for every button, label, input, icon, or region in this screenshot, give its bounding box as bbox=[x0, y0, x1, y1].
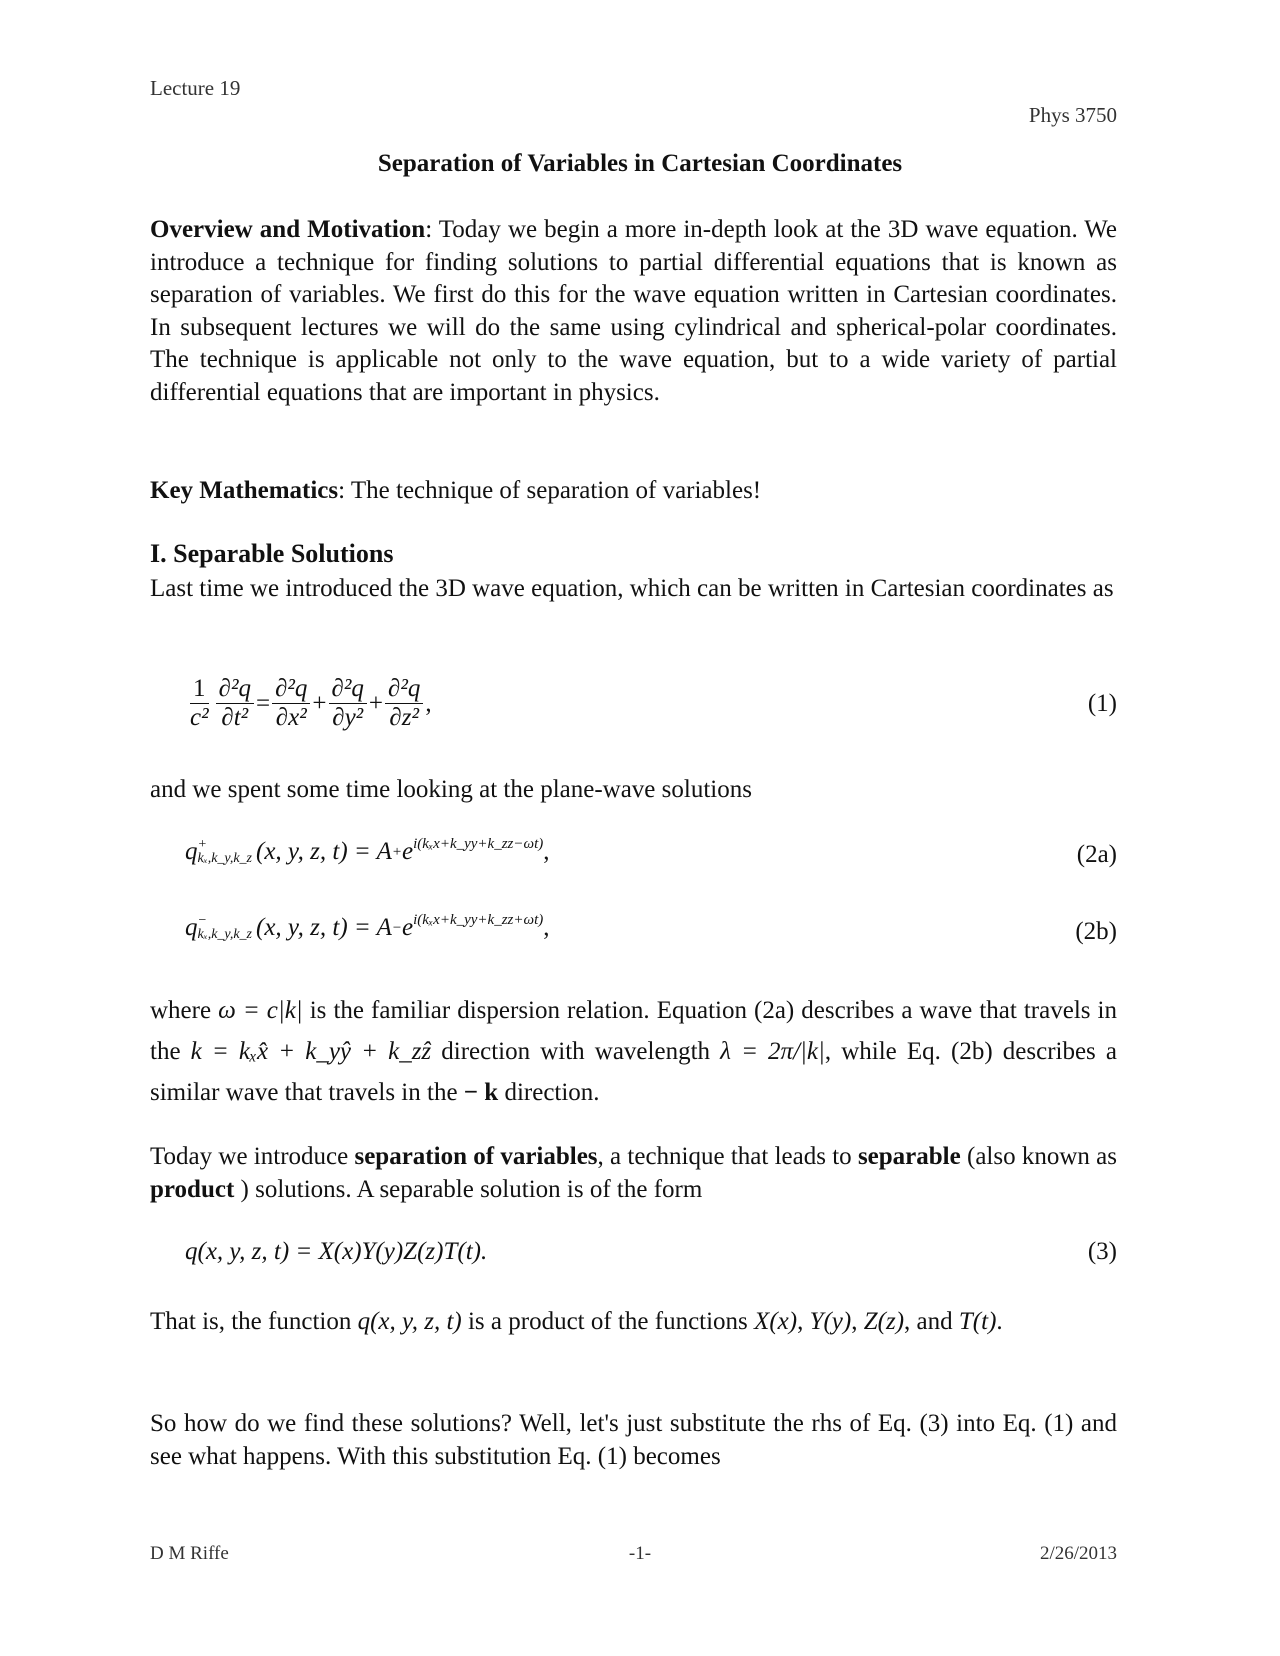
eq1-num: ∂²q bbox=[216, 675, 254, 704]
term-product: product bbox=[150, 1175, 235, 1203]
eq2a-args: (x, y, z, t) = A bbox=[256, 838, 392, 865]
equation-1-number: (1) bbox=[1087, 690, 1117, 717]
eq1-equals: = bbox=[255, 689, 271, 717]
math: Y(y) bbox=[809, 1308, 852, 1335]
eq2b-asup: − bbox=[391, 919, 402, 936]
equation-2b-number: (2b) bbox=[1075, 918, 1117, 945]
section-heading: I. Separable Solutions bbox=[150, 539, 394, 568]
eq1-plus: + bbox=[312, 689, 327, 717]
eq2b-args: (x, y, z, t) = A bbox=[256, 914, 392, 941]
eq1-num: ∂²q bbox=[272, 675, 310, 704]
plane-wave-sentence: and we spent some time looking at the plane-wave solutions bbox=[150, 776, 752, 803]
equation-1 bbox=[185, 675, 432, 732]
eq1-dt2: ∂t² bbox=[221, 704, 249, 731]
that-is-paragraph bbox=[150, 1303, 1117, 1340]
eq1-plus: + bbox=[368, 689, 383, 717]
wave-vector: k = kₓx̂ + k_yŷ + k_zẑ bbox=[190, 1038, 432, 1065]
intro-paragraph: Last time we introduced the 3D wave equation, which can be written in Cartesian coordinates as bbox=[150, 575, 1114, 602]
minus-k: − k bbox=[463, 1079, 499, 1106]
key-math-paragraph bbox=[150, 475, 1117, 508]
overview-text: : Today we begin a more in-depth look at the 3D wave equation. We introduce a technique for finding solutions to partial differential equations that is known as separation of variables. We first do this for the wave equation written in Cartesian coordinates. In subsequent lectures we will do the same using cylindrical and spherical-polar coordinates. The technique is applicable not only to the wave equation, but to a wide variety of partial differential equations that are important in physics. bbox=[150, 216, 1117, 406]
text: ) solutions. A separable solution is of the form bbox=[234, 1175, 703, 1203]
text: where bbox=[150, 997, 219, 1024]
text: direction. bbox=[498, 1079, 600, 1106]
text: , bbox=[797, 1308, 810, 1335]
eq1-num: ∂²q bbox=[385, 675, 423, 704]
text: . bbox=[996, 1308, 1003, 1335]
term-separation-of-variables: separation of variables bbox=[354, 1143, 598, 1170]
footer-page-number: -1- bbox=[628, 1543, 652, 1564]
eq2b-sub: kₓ,k_y,k_z bbox=[197, 927, 253, 942]
text: direction with wavelength bbox=[431, 1038, 721, 1065]
key-math-label: Key Mathematics bbox=[150, 477, 339, 504]
eq2b-q: q bbox=[185, 914, 198, 941]
overview-paragraph bbox=[150, 214, 1117, 410]
eq2a-asup: + bbox=[391, 843, 402, 860]
course-label: Phys 3750 bbox=[1028, 103, 1117, 127]
today-paragraph bbox=[150, 1141, 1117, 1206]
text: (also known as bbox=[960, 1143, 1117, 1170]
eq1-c2: c² bbox=[190, 704, 209, 731]
text: Today we introduce bbox=[150, 1143, 355, 1170]
eq2a-exp: i(kₓx+k_yy+k_zz−ωt) bbox=[413, 835, 544, 852]
eq1-num: ∂²q bbox=[329, 675, 367, 704]
eq1-one: 1 bbox=[190, 675, 209, 704]
equation-3: q(x, y, z, t) = X(x)Y(y)Z(z)T(t). bbox=[185, 1238, 488, 1265]
footer-date: 2/26/2013 bbox=[1039, 1543, 1117, 1564]
eq1-comma: , bbox=[425, 689, 432, 717]
math: X(x) bbox=[754, 1308, 798, 1335]
eq2b-exp: i(kₓx+k_yy+k_zz+ωt) bbox=[413, 911, 544, 928]
term-separable: separable bbox=[857, 1143, 961, 1170]
equation-2a-number: (2a) bbox=[1076, 841, 1117, 868]
equation-3-number: (3) bbox=[1087, 1238, 1117, 1265]
eq2b-e: e bbox=[401, 914, 414, 941]
equation-2a bbox=[185, 835, 550, 866]
footer-author: D M Riffe bbox=[150, 1543, 229, 1564]
lecture-label: Lecture 19 bbox=[150, 76, 241, 100]
dispersion-relation: ω = c|k| bbox=[218, 997, 303, 1024]
eq2a-sup: + bbox=[197, 837, 207, 852]
text: , a technique that leads to bbox=[597, 1143, 858, 1170]
wavelength: λ = 2π/|k| bbox=[720, 1038, 825, 1065]
eq2a-sub: kₓ,k_y,k_z bbox=[197, 851, 253, 866]
eq2a-e: e bbox=[401, 838, 414, 865]
text: , and bbox=[904, 1308, 959, 1335]
eq2a-q: q bbox=[185, 838, 198, 865]
page-title: Separation of Variables in Cartesian Coordinates bbox=[377, 150, 903, 177]
text: , bbox=[851, 1308, 864, 1335]
eq2b-comma: , bbox=[543, 914, 550, 941]
where-paragraph bbox=[150, 990, 1117, 1113]
eq1-dy2: ∂y² bbox=[332, 704, 364, 731]
equation-2b bbox=[185, 911, 550, 942]
eq1-dz2: ∂z² bbox=[389, 704, 419, 731]
eq2b-sup: − bbox=[197, 913, 207, 928]
text: is the familiar dispersion relation. Equation (2a) describes a wave that travels in the bbox=[150, 997, 1117, 1065]
key-math-text: : The technique of separation of variables! bbox=[338, 477, 762, 504]
text: , while Eq. (2b) describes a similar wave that travels in the bbox=[150, 1038, 1117, 1106]
overview-label: Overview and Motivation bbox=[150, 216, 426, 243]
math: Z(z) bbox=[863, 1308, 905, 1335]
eq2a-comma: , bbox=[543, 838, 550, 865]
text: is a product of the functions bbox=[461, 1308, 755, 1335]
so-how-paragraph: So how do we find these solutions? Well, let's just substitute the rhs of Eq. (3) into Eq. (1) and see what happens. With this substitution Eq. (1) becomes bbox=[150, 1410, 1117, 1470]
eq1-dx2: ∂x² bbox=[275, 704, 307, 731]
math: T(t) bbox=[958, 1308, 997, 1335]
text: That is, the function bbox=[150, 1308, 358, 1335]
math: q(x, y, z, t) bbox=[357, 1308, 462, 1335]
